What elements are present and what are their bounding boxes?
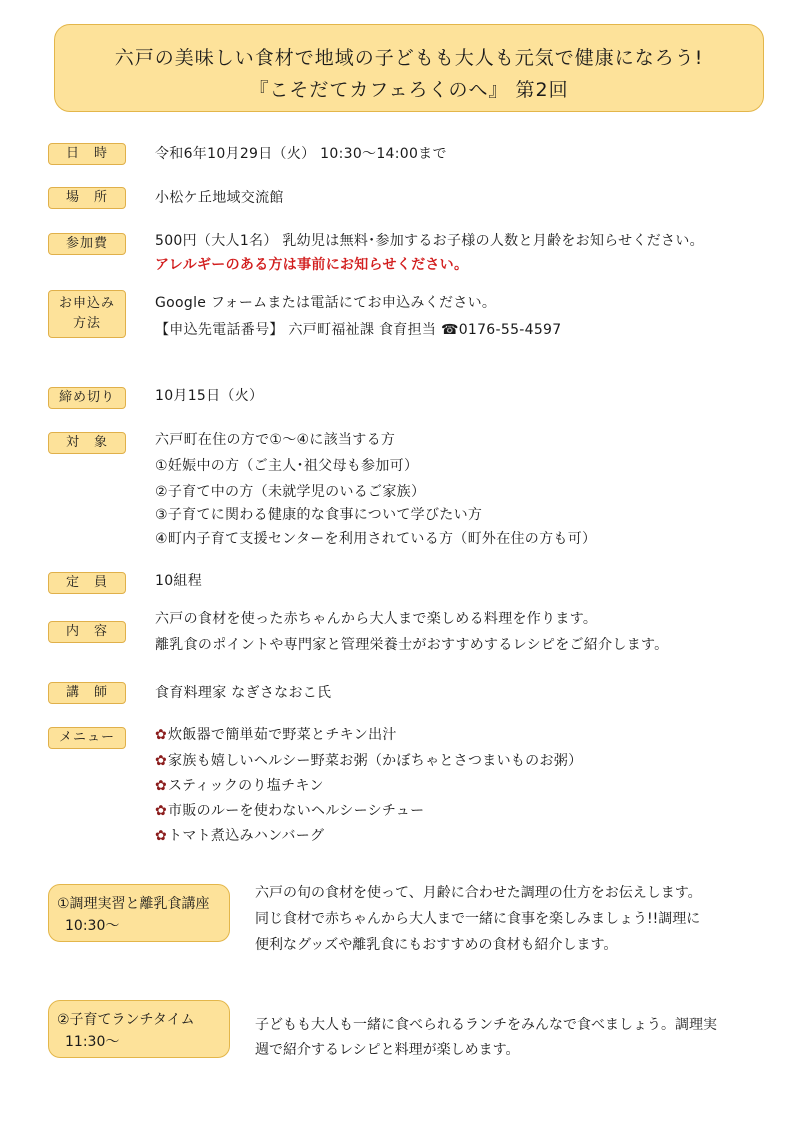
target-line: 六戸町在住の方で①～④に該当する方 xyxy=(155,432,396,448)
target-line: ④町内子育て支援センターを利用されている方（町外在住の方も可） xyxy=(155,531,597,547)
flower-icon: ✿ xyxy=(155,778,168,794)
title-line-1: 六戸の美味しい食材で地域の子どもも大人も元気で健康になろう! xyxy=(114,47,704,69)
target-line: ③子育てに関わる健康的な食事について学びたい方 xyxy=(155,507,483,523)
apply-line1: Google フォームまたは電話にてお申込みください。 xyxy=(155,295,497,311)
flower-icon: ✿ xyxy=(155,803,168,819)
menu-item: ✿トマト煮込みハンバーグ xyxy=(155,828,325,844)
session-2-title: ②子育てランチタイム xyxy=(57,1012,195,1028)
session-1-line: 六戸の旬の食材を使って、月齢に合わせた調理の仕方をお伝えします。 xyxy=(255,885,702,901)
menu-item: ✿家族も嬉しいヘルシー野菜お粥（かぼちゃとさつまいものお粥） xyxy=(155,753,583,769)
session-2-time: 11:30～ xyxy=(65,1034,120,1050)
session-2-box xyxy=(48,1000,230,1058)
target-line: ①妊娠中の方（ご主人･祖父母も参加可） xyxy=(155,458,419,474)
apply-label-line1: お申込み xyxy=(58,296,115,311)
session-1-time: 10:30～ xyxy=(65,918,120,934)
fee-value: 500円（大人1名） 乳幼児は無料･参加するお子様の人数と月齢をお知らせください。 xyxy=(155,233,704,249)
menu-label: メニュー xyxy=(48,727,126,749)
apply-label-line2: 方法 xyxy=(72,316,101,331)
instructor-label: 講 師 xyxy=(48,682,126,704)
apply-line2: 【申込先電話番号】 六戸町福祉課 食育担当 ☎0176-55-4597 xyxy=(155,322,562,338)
menu-item: ✿スティックのり塩チキン xyxy=(155,778,324,794)
apply-label xyxy=(48,290,126,338)
title-line-2: 『こそだてカフェろくのへ』 第2回 xyxy=(249,79,569,101)
content-line2: 離乳食のポイントや専門家と管理栄養士がおすすめするレシピをご紹介します。 xyxy=(155,637,669,653)
session-2-line: 子どもも大人も一緒に食べられるランチをみんなで食べましょう。調理実 xyxy=(255,1017,717,1033)
instructor-value: 食育料理家 なぎさなおこ氏 xyxy=(155,685,332,701)
place-value: 小松ケ丘地域交流館 xyxy=(155,190,284,206)
datetime-value: 令和6年10月29日（火） 10:30～14:00まで xyxy=(155,146,447,162)
menu-item: ✿市販のルーを使わないヘルシーシチュー xyxy=(155,803,425,819)
deadline-label: 締め切り xyxy=(48,387,126,409)
content-line1: 六戸の食材を使った赤ちゃんから大人まで楽しめる料理を作ります。 xyxy=(155,611,598,627)
flower-icon: ✿ xyxy=(155,828,168,844)
flower-icon: ✿ xyxy=(155,753,168,769)
session-1-line: 同じ食材で赤ちゃんから大人まで一緒に食事を楽しみましょう!!調理に xyxy=(255,911,701,927)
place-label: 場 所 xyxy=(48,187,126,209)
datetime-label: 日 時 xyxy=(48,143,126,165)
allergy-note: アレルギーのある方は事前にお知らせください。 xyxy=(155,257,469,273)
session-1-box xyxy=(48,884,230,942)
menu-item: ✿炊飯器で簡単茹で野菜とチキン出汁 xyxy=(155,727,397,743)
capacity-label: 定 員 xyxy=(48,572,126,594)
session-1-title: ①調理実習と離乳食講座 xyxy=(57,896,210,912)
session-2-line: 週で紹介するレシピと料理が楽しめます。 xyxy=(255,1042,520,1058)
content-label: 内 容 xyxy=(48,621,126,643)
deadline-value: 10月15日（火） xyxy=(155,388,264,404)
target-line: ②子育て中の方（未就学児のいるご家族） xyxy=(155,484,426,500)
session-1-line: 便利なグッズや離乳食にもおすすめの食材も紹介します。 xyxy=(255,937,618,953)
flower-icon: ✿ xyxy=(155,727,168,743)
title-banner xyxy=(54,24,764,112)
target-label: 対 象 xyxy=(48,432,126,454)
fee-label: 参加費 xyxy=(48,233,126,255)
capacity-value: 10組程 xyxy=(155,573,203,589)
